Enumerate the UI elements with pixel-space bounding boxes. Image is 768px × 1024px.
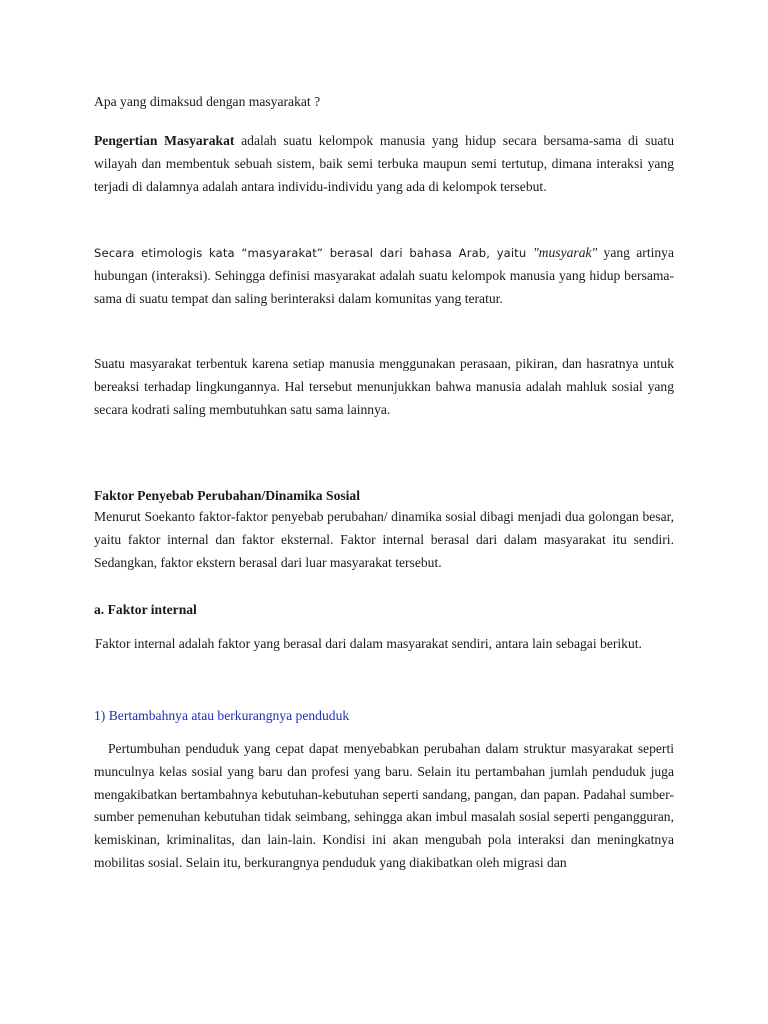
definition-text: adalah suatu kelompok manusia yang hidup secara bersama-sama di suatu wilayah dan membentuk sebuah sistem, baik semi terbuka maupun semi tertutup, dimana interaksi yang terjadi di dalamnya adalah antara individu-individu yang ada di kelompok tersebut.: [94, 133, 674, 194]
section-title: Faktor Penyebab Perubahan/Dinamika Sosial: [94, 488, 361, 503]
formation-paragraph: Suatu masyarakat terbentuk karena setiap manusia menggunakan perasaan, pikiran, dan hasratnya untuk bereaksi terhadap lingkungannya. Hal tersebut menunjukkan bahwa manusia adalah mahluk sosial yang secara kodrati saling membutuhkan satu sama lainnya.: [94, 356, 674, 417]
etymology-word: "musyarak": [532, 245, 598, 260]
etymology-prefix: Secara etimologis kata “masyarakat” berasal dari bahasa Arab, yaitu: [94, 246, 533, 260]
definition-paragraph: [94, 130, 674, 198]
etymology-paragraph: [94, 242, 674, 310]
definition-term: Pengertian Masyarakat: [94, 133, 235, 148]
subsection-intro: Faktor internal adalah faktor yang berasal dari dalam masyarakat sendiri, antara lain sebagai berikut.: [95, 636, 642, 651]
item1-text: Pertumbuhan penduduk yang cepat dapat menyebabkan perubahan dalam struktur masyarakat seperti munculnya kelas sosial yang baru dan profesi yang baru. Selain itu pertambahan jumlah penduduk juga mengakibatkan bertambahnya kebutuhan-kebutuhan seperti sandang, pangan, dan papan. Padahal sumber-sumber pemenuhan kebutuhan tidak seimbang, sehingga akan imbul masalah sosial seperti pengangguran, kemiskinan, kriminalitas, dan lain-lain. Kondisi ini akan mengubah pola interaksi dan meningkatnya mobilitas sosial. Selain itu, berkurangnya penduduk yang diakibatkan oleh migrasi dan: [94, 741, 674, 870]
section-intro: Menurut Soekanto faktor-faktor penyebab perubahan/ dinamika sosial dibagi menjadi dua golongan besar, yaitu faktor internal dan faktor eksternal. Faktor internal berasal dari dalam masyarakat itu sendiri. Sedangkan, faktor ekstern berasal dari luar masyarakat tersebut.: [94, 509, 674, 570]
question-line: Apa yang dimaksud dengan masyarakat ?: [94, 94, 321, 109]
subsection-title: a. Faktor internal: [94, 602, 197, 617]
etymology-text: yang artinya hubungan (interaksi). Sehingga definisi masyarakat adalah suatu kelompok manusia yang hidup bersama-sama di suatu tempat dan saling berinteraksi dalam komunitas yang teratur.: [94, 245, 674, 306]
item1-title: 1) Bertambahnya atau berkurangnya penduduk: [94, 708, 350, 723]
